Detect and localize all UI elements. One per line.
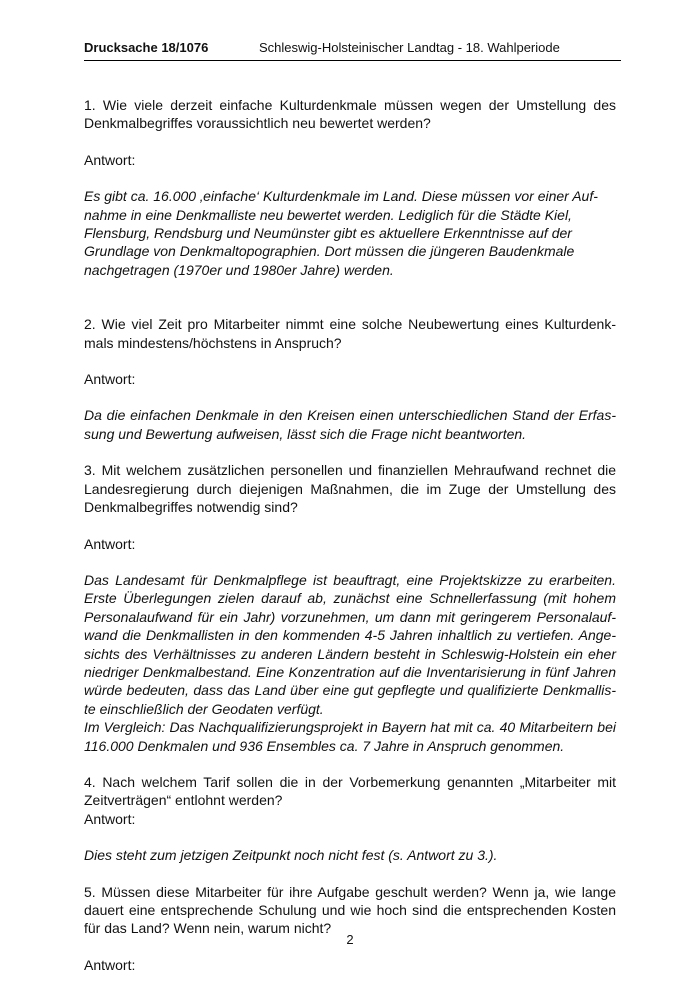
answer-1-line: nahme in eine Denkmalliste neu bewertet werden. Lediglich für die Städte Kiel, [84,206,572,223]
answer-1-line: nachgetragen (1970er und 1980er Jahre) werden. [84,261,394,278]
question-3: 3. Mit welchem zusätzlichen personellen und finanziellen Mehraufwand rechnet die Landesregierung durch diejenigen Maßnahmen, die im Zuge der Umstellung des Denkmalbegriffes notwendig sind? [84,462,616,516]
parliament-title: Schleswig-Holsteinischer Landtag - 18. Wahlperiode [259,40,560,55]
answer-3-comparison: Im Vergleich: Das Nachqualifizierungsprojekt in Bayern hat mit ca. 40 Mitarbeitern bei 116.000 Denkmalen und 936 Ensembles ca. 7 Jahre in Anspruch genommen. [84,719,616,754]
question-2: 2. Wie viel Zeit pro Mitarbeiter nimmt eine solche Neubewertung eines Kulturdenkmals mindestens/höchstens in Anspruch? [84,316,616,351]
page-header [84,38,621,61]
answer-1-line: Flensburg, Rendsburg und Neumünster gibt es aktuellere Erkenntnisse auf der [84,225,572,242]
document-body [84,96,616,974]
answer-1-line: Grundlage von Denkmaltopographien. Dort müssen die jüngeren Baudenkmale [84,243,575,260]
answer-2: Da die einfachen Denkmale in den Kreisen einen unterschiedlichen Stand der Erfassung und Bewertung aufweisen, lässt sich die Frage nicht beantworten. [84,407,616,442]
answer-1 [84,187,624,279]
document-number: Drucksache 18/1076 [84,40,209,55]
answer-label-2: Antwort: [84,371,136,388]
question-5: 5. Müssen diese Mitarbeiter für ihre Aufgabe geschult werden? Wenn ja, wie lange dauert eine entsprechende Schulung und wie hoch sind die entsprechenden Kosten für das Land? Wenn nein, warum nicht? [84,883,616,937]
answer-4: Dies steht zum jetzigen Zeitpunkt noch nicht fest (s. Antwort zu 3.). [84,847,498,864]
answer-label-4: Antwort: [84,810,136,827]
question-4: 4. Nach welchem Tarif sollen die in der Vorbemerkung genannten „Mitarbeiter mit Zeitverträgen“ entlohnt werden? [84,773,616,809]
question-1: 1. Wie viele derzeit einfache Kulturdenkmale müssen wegen der Umstellung des Denkmalbegriffes voraussichtlich neu bewertet werden? [84,97,616,132]
page-number: 2 [346,932,354,947]
answer-label-1: Antwort: [84,151,136,168]
answer-1-line: Es gibt ca. 16.000 ‚einfache‘ Kulturdenkmale im Land. Diese müssen vor einer Auf- [84,188,598,205]
answer-label-3: Antwort: [84,535,136,552]
answer-3: Das Landesamt für Denkmalpflege ist beauftragt, eine Projektskizze zu erarbeiten. Erste Überlegungen zielen darauf ab, zunächst eine Schnellerfassung (mit hohem Personalaufwand für ein Jahr) vorzunehmen, um dann mit geringerem Personalaufwand die Denkmallisten in den kommenden 4-5 Jahren inhaltlich zu vertiefen. Angesichts des Verhältnisses zu anderen Ländern besteht in Schleswig-Holstein ein eher niedriger Denkmalbestand. Eine Konzentration auf die Inventarisierung in fünf Jahren würde bedeuten, dass das Land über eine gut gepflegte und qualifizierte Denkmalliste einschließlich der Geodaten verfügt. [84,571,616,717]
answer-label-5: Antwort: [84,956,136,973]
